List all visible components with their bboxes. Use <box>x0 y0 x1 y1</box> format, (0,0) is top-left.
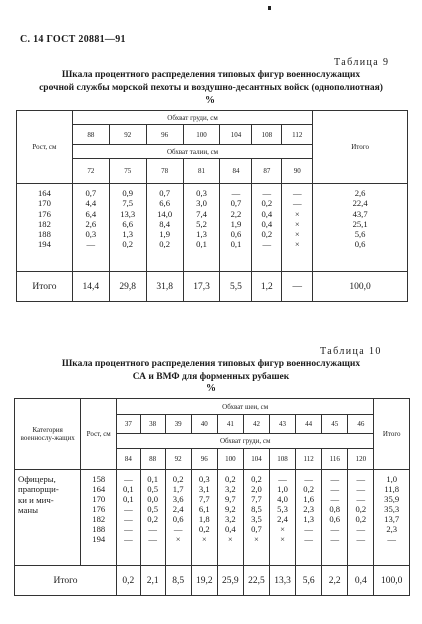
table9-total-row <box>17 272 408 302</box>
table10-neck-header: Обхват шеи, см <box>117 399 374 415</box>
table10-column: 0,2 3,2 9,7 9,2 3,2 0,4 × <box>217 470 243 566</box>
table10-column: 0,2 2,0 7,7 8,5 3,5 0,7 × <box>243 470 269 566</box>
table10-data-row <box>15 470 410 566</box>
table9-column: 0,7 6,6 14,0 8,4 1,9 0,2 <box>146 184 183 272</box>
table10-height-header: Рост, см <box>81 399 117 470</box>
table9-column: — — × × × × <box>282 184 313 272</box>
table9-footer-value: 29,8 <box>109 272 146 302</box>
table10-footer-value: 5,6 <box>296 566 322 596</box>
chest-value: 120 <box>348 449 374 470</box>
neck-value: 39 <box>165 415 191 434</box>
neck-value: 46 <box>348 415 374 434</box>
table9-heights: 164 170 176 182 188 194 <box>17 184 73 272</box>
table9-row-totals: 2,6 22,4 43,7 25,1 5,6 0,6 <box>313 184 408 272</box>
table10-footer-value: 8,5 <box>165 566 191 596</box>
table9 <box>16 110 408 302</box>
table9-footer-value: 14,4 <box>72 272 109 302</box>
table9-column: — 0,7 2,2 1,9 0,6 0,1 <box>220 184 252 272</box>
table10-footer-value: 22,5 <box>243 566 269 596</box>
table10-column: — 0,2 1,6 2,3 1,3 — — <box>296 470 322 566</box>
table10 <box>14 398 410 596</box>
chest-value: 100 <box>183 125 220 145</box>
table10-column: 0,2 1,7 3,6 2,4 0,6 — × <box>165 470 191 566</box>
table10-footer-value: 0,4 <box>348 566 374 596</box>
waist-value: 72 <box>72 159 109 184</box>
chest-value: 88 <box>72 125 109 145</box>
chest-value: 88 <box>140 449 165 470</box>
table10-footer-label: Итого <box>15 566 117 596</box>
table9-title-line2: срочной службы морской пехоты и воздушно-десантных войск (однополиотная) <box>39 83 383 93</box>
table10-column: — 1,0 4,0 5,3 2,4 × × <box>270 470 296 566</box>
chest-value: 116 <box>322 449 348 470</box>
table9-data-row <box>17 184 408 272</box>
table9-chest-header: Обхват груди, см <box>72 111 312 125</box>
table9-footer-label: Итого <box>17 272 73 302</box>
table10-chest-header: Обхват груди, см <box>117 434 374 449</box>
table9-waist-header: Обхват талии, см <box>72 145 312 159</box>
table10-category: Офицеры, прапорщи- ки и мич- маны <box>15 470 81 566</box>
waist-value: 84 <box>220 159 252 184</box>
table9-label: Таблица 9 <box>334 57 390 68</box>
chest-value: 96 <box>191 449 217 470</box>
table10-footer-total: 100,0 <box>374 566 410 596</box>
neck-value: 38 <box>140 415 165 434</box>
table10-column: — 0,1 0,1 — — — — <box>117 470 141 566</box>
table9-footer-value: 17,3 <box>183 272 220 302</box>
chest-value: 104 <box>243 449 269 470</box>
chest-value: 96 <box>146 125 183 145</box>
waist-value: 90 <box>282 159 313 184</box>
table10-footer-value: 2,1 <box>140 566 165 596</box>
chest-value: 100 <box>217 449 243 470</box>
table9-title-line1: Шкала процентного распределения типовых фигур военнослужащих <box>61 70 361 80</box>
chest-value: 108 <box>270 449 296 470</box>
table9-footer-value: 31,8 <box>146 272 183 302</box>
table10-category-header: Категория военнослу-жащих <box>15 399 81 470</box>
chest-value: 112 <box>296 449 322 470</box>
table10-total-header: Итого <box>374 399 410 470</box>
table10-column: 0,1 0,5 0,0 0,5 0,2 — — <box>140 470 165 566</box>
neck-value: 44 <box>296 415 322 434</box>
chest-value: 112 <box>282 125 313 145</box>
table10-total-row <box>15 566 410 596</box>
waist-value: 75 <box>109 159 146 184</box>
table10-title-line2: СА и ВМФ для форменных рубашек <box>132 372 290 382</box>
table10-heights: 158 164 170 176 182 188 194 <box>81 470 117 566</box>
neck-value: 43 <box>270 415 296 434</box>
chest-value: 92 <box>165 449 191 470</box>
table9-footer-value: 5,5 <box>220 272 252 302</box>
chest-value: 104 <box>220 125 252 145</box>
chest-value: 92 <box>109 125 146 145</box>
chest-value: 84 <box>117 449 141 470</box>
table10-label: Таблица 10 <box>320 346 382 357</box>
table9-unit: % <box>205 95 215 106</box>
table9-column: 0,7 4,4 6,4 2,6 0,3 — <box>72 184 109 272</box>
table9-footer-value: 1,2 <box>252 272 282 302</box>
table9-footer-total: 100,0 <box>313 272 408 302</box>
table10-title-line1: Шкала процентного распределения типовых фигур военнослужащих <box>61 359 361 369</box>
table9-total-header: Итого <box>313 111 408 184</box>
neck-value: 45 <box>322 415 348 434</box>
table10-column: — — — 0,2 0,2 — — <box>348 470 374 566</box>
table9-row-header: Рост, см <box>17 111 73 184</box>
table10-footer-value: 13,3 <box>270 566 296 596</box>
table10-column: 0,3 3,1 7,7 6,1 1,8 0,2 × <box>191 470 217 566</box>
waist-value: 81 <box>183 159 220 184</box>
table10-footer-value: 2,2 <box>322 566 348 596</box>
waist-value: 87 <box>252 159 282 184</box>
table9-column: 0,9 7,5 13,3 6,6 1,3 0,2 <box>109 184 146 272</box>
table9-column: — 0,2 0,4 0,4 0,2 — <box>252 184 282 272</box>
neck-value: 41 <box>217 415 243 434</box>
neck-value: 37 <box>117 415 141 434</box>
table10-unit: % <box>206 383 216 394</box>
table9-footer-value: — <box>282 272 313 302</box>
waist-value: 78 <box>146 159 183 184</box>
table10-footer-value: 0,2 <box>117 566 141 596</box>
table10-column: — — — 0,8 0,6 — — <box>322 470 348 566</box>
neck-value: 40 <box>191 415 217 434</box>
neck-value: 42 <box>243 415 269 434</box>
table9-column: 0,3 3,0 7,4 5,2 1,3 0,1 <box>183 184 220 272</box>
table10-footer-value: 19,2 <box>191 566 217 596</box>
chest-value: 108 <box>252 125 282 145</box>
table10-row-totals: 1,0 11,8 35,9 35,3 13,7 2,3 — <box>374 470 410 566</box>
table10-footer-value: 25,9 <box>217 566 243 596</box>
page-header: С. 14 ГОСТ 20881—91 <box>20 34 126 45</box>
scan-speck <box>268 6 271 10</box>
